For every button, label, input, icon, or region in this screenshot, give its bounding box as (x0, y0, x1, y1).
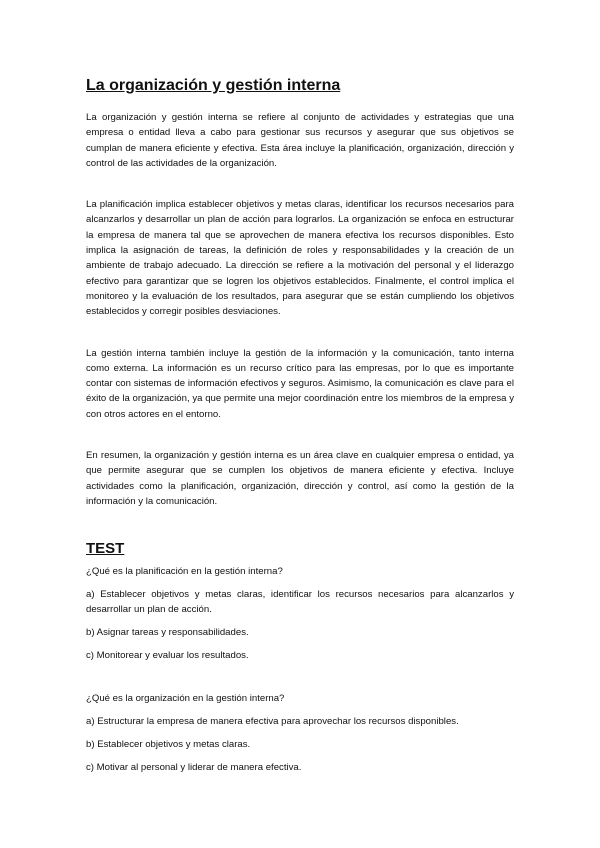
paragraph-planning: La planificación implica establecer objetivos y metas claras, identificar los recursos necesarios para alcanzarlos y desarrollar un plan de acción para lograrlos. La organización se enfoca en estructurar la empresa de manera tal que se aprovechen de manera efectiva los recursos disponibles. Esto implica la asignación de tareas, la definición de roles y responsabilidades y la creación de un ambiente de trabajo adecuado. La dirección se refiere a la motivación del personal y el liderazgo efectivo para garantizar que se logren los objetivos establecidos. Finalmente, el control implica el monitoreo y la evaluación de los resultados, para asegurar que se están cumpliendo los objetivos establecidos y corregir posibles desviaciones. (86, 199, 514, 318)
test-title: TEST (86, 540, 125, 558)
test-option-b: b) Asignar tareas y responsabilidades. (86, 627, 249, 639)
paragraph-spacer (86, 422, 514, 448)
document-title: La organización y gestión interna (86, 77, 341, 94)
test-question: ¿Qué es la planificación en la gestión interna? (86, 566, 283, 578)
paragraph-spacer (86, 171, 514, 197)
test-option-a: a) Estructurar la empresa de manera efectiva para aprovechar los recursos disponibles. (86, 716, 459, 728)
test-question-block (86, 564, 514, 663)
test-option-b: b) Establecer objetivos y metas claras. (86, 739, 251, 751)
paragraph-summary: En resumen, la organización y gestión interna es un área clave en cualquier empresa o entidad, ya que permite asegurar que se cumplen los objetivos de manera eficiente y efectiva. Incluye actividades como la planificación, organización, dirección y control, así como la gestión de la información y la comunicación. (86, 450, 514, 507)
test-option-a: a) Establecer objetivos y metas claras, identificar los recursos necesarios para alcanzarlos y desarrollar un plan de acción. (86, 589, 514, 616)
paragraph-information: La gestión interna también incluye la gestión de la información y la comunicación, tanto interna como externa. La información es un recurso crítico para las empresas, por lo que es importante contar con sistemas de información efectivos y seguros. Asimismo, la comunicación es clave para el éxito de la organización, ya que permite una mejor coordinación entre los miembros de la empresa y con otros actores en el entorno. (86, 347, 514, 420)
test-question: ¿Qué es la organización en la gestión interna? (86, 693, 285, 705)
paragraph-intro: La organización y gestión interna se refiere al conjunto de actividades y estrategias que una empresa o entidad lleva a cabo para gestionar sus recursos y asegurar que sus objetivos se cumplan de manera eficiente y efectiva. Esta área incluye la planificación, organización, dirección y control de las actividades de la organización. (86, 112, 514, 169)
section-spacer (86, 509, 514, 539)
test-option-c: c) Motivar al personal y liderar de manera efectiva. (86, 762, 302, 774)
test-question-block (86, 691, 514, 775)
test-option-c: c) Monitorear y evaluar los resultados. (86, 650, 249, 662)
question-spacer (86, 671, 514, 691)
paragraph-spacer (86, 320, 514, 346)
